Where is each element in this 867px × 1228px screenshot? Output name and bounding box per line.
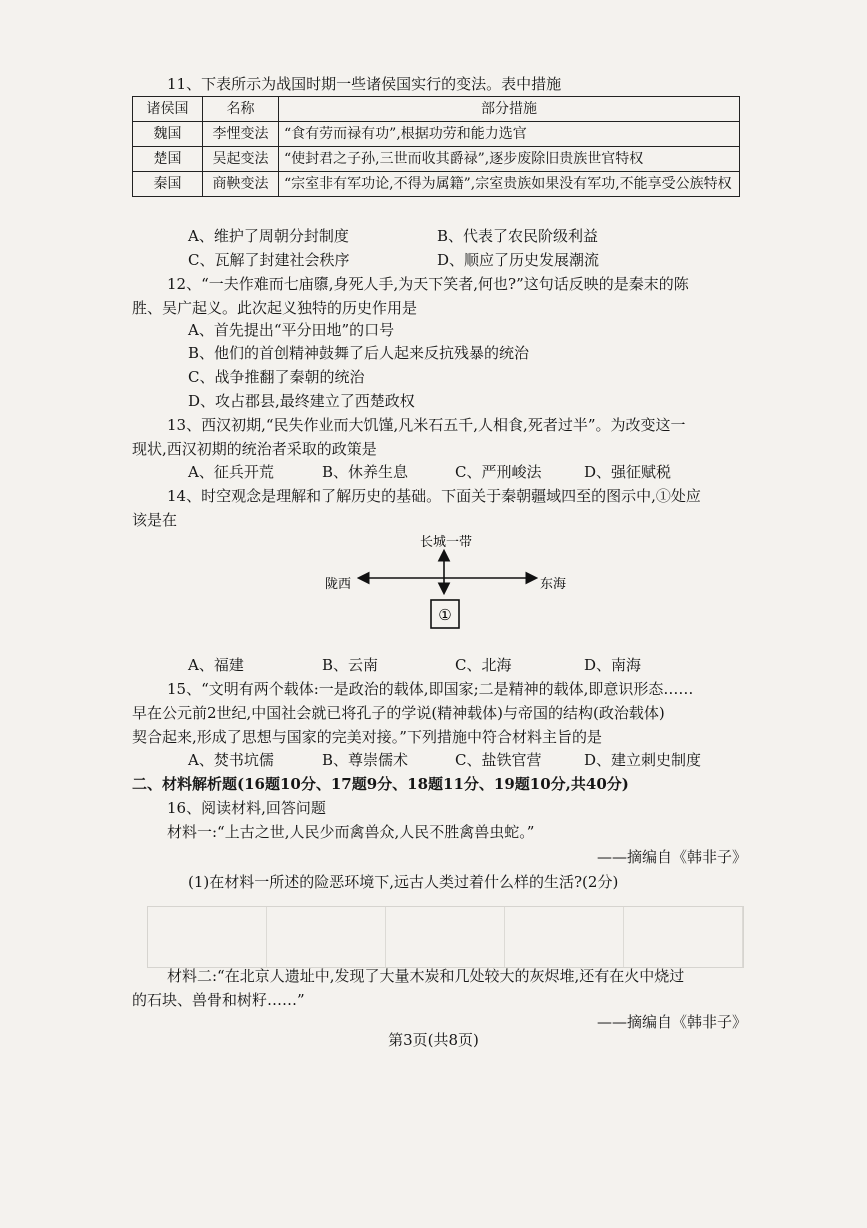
table-row	[133, 122, 740, 147]
q13-option-c[interactable]: C、严刑峻法	[455, 463, 542, 481]
qin-territory-diagram	[300, 528, 570, 638]
grid-cell	[148, 907, 267, 967]
q14-stem-line2: 该是在	[132, 511, 178, 529]
table-header: 部分措施	[279, 97, 740, 122]
q14-stem-line1: 14、时空观念是理解和了解历史的基础。下面关于秦朝疆域四至的图示中,①处应	[167, 487, 701, 505]
label-east: 东海	[540, 577, 567, 592]
q11-stem: 11、下表所示为战国时期一些诸侯国实行的变法。表中措施	[167, 75, 562, 93]
q12-option-d[interactable]: D、攻占郡县,最终建立了西楚政权	[188, 392, 415, 410]
table-cell: 李悝变法	[203, 122, 279, 147]
table-cell: “宗室非有军功论,不得为属籍”,宗室贵族如果没有军功,不能享受公族特权	[279, 172, 740, 197]
q15-option-d[interactable]: D、建立刺史制度	[584, 751, 702, 769]
reform-table	[132, 96, 740, 197]
table-cell: 吴起变法	[203, 147, 279, 172]
q12-option-a[interactable]: A、首先提出“平分田地”的口号	[188, 321, 395, 339]
q14-option-a[interactable]: A、福建	[188, 656, 244, 674]
q14-option-c[interactable]: C、北海	[455, 656, 512, 674]
grid-cell	[386, 907, 505, 967]
q14-option-b[interactable]: B、云南	[322, 656, 379, 674]
label-west: 陇西	[325, 577, 352, 592]
q15-option-c[interactable]: C、盐铁官营	[455, 751, 542, 769]
label-south: ①	[438, 606, 452, 624]
table-header: 名称	[203, 97, 279, 122]
grid-cell	[505, 907, 624, 967]
q12-option-c[interactable]: C、战争推翻了秦朝的统治	[188, 368, 365, 386]
q11-option-a[interactable]: A、维护了周朝分封制度	[188, 227, 349, 245]
q12-stem-line1: 12、“一夫作难而七庙隳,身死人手,为天下笑者,何也?”这句话反映的是秦末的陈	[167, 275, 689, 293]
table-cell: 楚国	[133, 147, 203, 172]
q11-option-b[interactable]: B、代表了农民阶级利益	[437, 227, 599, 245]
q12-stem-line2: 胜、吴广起义。此次起义独特的历史作用是	[132, 299, 418, 317]
q13-option-a[interactable]: A、征兵开荒	[188, 463, 274, 481]
q15-stem-line3: 契合起来,形成了思想与国家的完美对接。”下列措施中符合材料主旨的是	[132, 728, 602, 746]
table-cell: “食有劳而禄有功”,根据功劳和能力选官	[279, 122, 740, 147]
q14-option-d[interactable]: D、南海	[584, 656, 642, 674]
q15-stem-line2: 早在公元前2世纪,中国社会就已将孔子的学说(精神载体)与帝国的结构(政治载体)	[132, 704, 665, 722]
q12-option-b[interactable]: B、他们的首创精神鼓舞了后人起来反抗残暴的统治	[188, 344, 530, 362]
table-cell: 秦国	[133, 172, 203, 197]
q15-option-a[interactable]: A、焚书坑儒	[188, 751, 274, 769]
grid-cell	[267, 907, 386, 967]
q16-material1: 材料一:“上古之世,人民少而禽兽众,人民不胜禽兽虫蛇。”	[167, 823, 535, 841]
q15-option-b[interactable]: B、尊崇儒术	[322, 751, 409, 769]
table-row	[133, 172, 740, 197]
table-cell: “使封君之子孙,三世而收其爵禄”,逐步废除旧贵族世官特权	[279, 147, 740, 172]
q13-option-b[interactable]: B、休养生息	[322, 463, 409, 481]
table-header: 诸侯国	[133, 97, 203, 122]
table-cell: 商鞅变法	[203, 172, 279, 197]
q16-stem: 16、阅读材料,回答问题	[167, 799, 326, 817]
section-heading: 二、材料解析题(16题10分、17题9分、18题11分、19题10分,共40分)	[132, 775, 629, 793]
q16-material2-line1: 材料二:“在北京人遗址中,发现了大量木炭和几处较大的灰烬堆,还有在火中烧过	[167, 967, 685, 985]
q11-option-c[interactable]: C、瓦解了封建社会秩序	[188, 251, 350, 269]
table-header-row	[133, 97, 740, 122]
q16-subquestion1: (1)在材料一所述的险恶环境下,远古人类过着什么样的生活?(2分)	[188, 873, 619, 891]
bleed-through-grid	[147, 906, 744, 968]
table-row	[133, 147, 740, 172]
q11-option-d[interactable]: D、顺应了历史发展潮流	[437, 251, 600, 269]
q13-stem-line1: 13、西汉初期,“民失作业而大饥馑,凡米石五千,人相食,死者过半”。为改变这一	[167, 416, 686, 434]
label-north: 长城一带	[420, 535, 473, 550]
page-footer: 第3页(共8页)	[388, 1031, 479, 1049]
q13-stem-line2: 现状,西汉初期的统治者采取的政策是	[132, 440, 377, 458]
q16-source1: ——摘编自《韩非子》	[596, 848, 747, 866]
q13-option-d[interactable]: D、强征赋税	[584, 463, 672, 481]
q16-source2: ——摘编自《韩非子》	[596, 1013, 747, 1031]
q15-stem-line1: 15、“文明有两个载体:一是政治的载体,即国家;二是精神的载体,即意识形态……	[167, 680, 694, 698]
q16-material2-line2: 的石块、兽骨和树籽……”	[132, 991, 305, 1009]
grid-cell	[624, 907, 743, 967]
table-cell: 魏国	[133, 122, 203, 147]
